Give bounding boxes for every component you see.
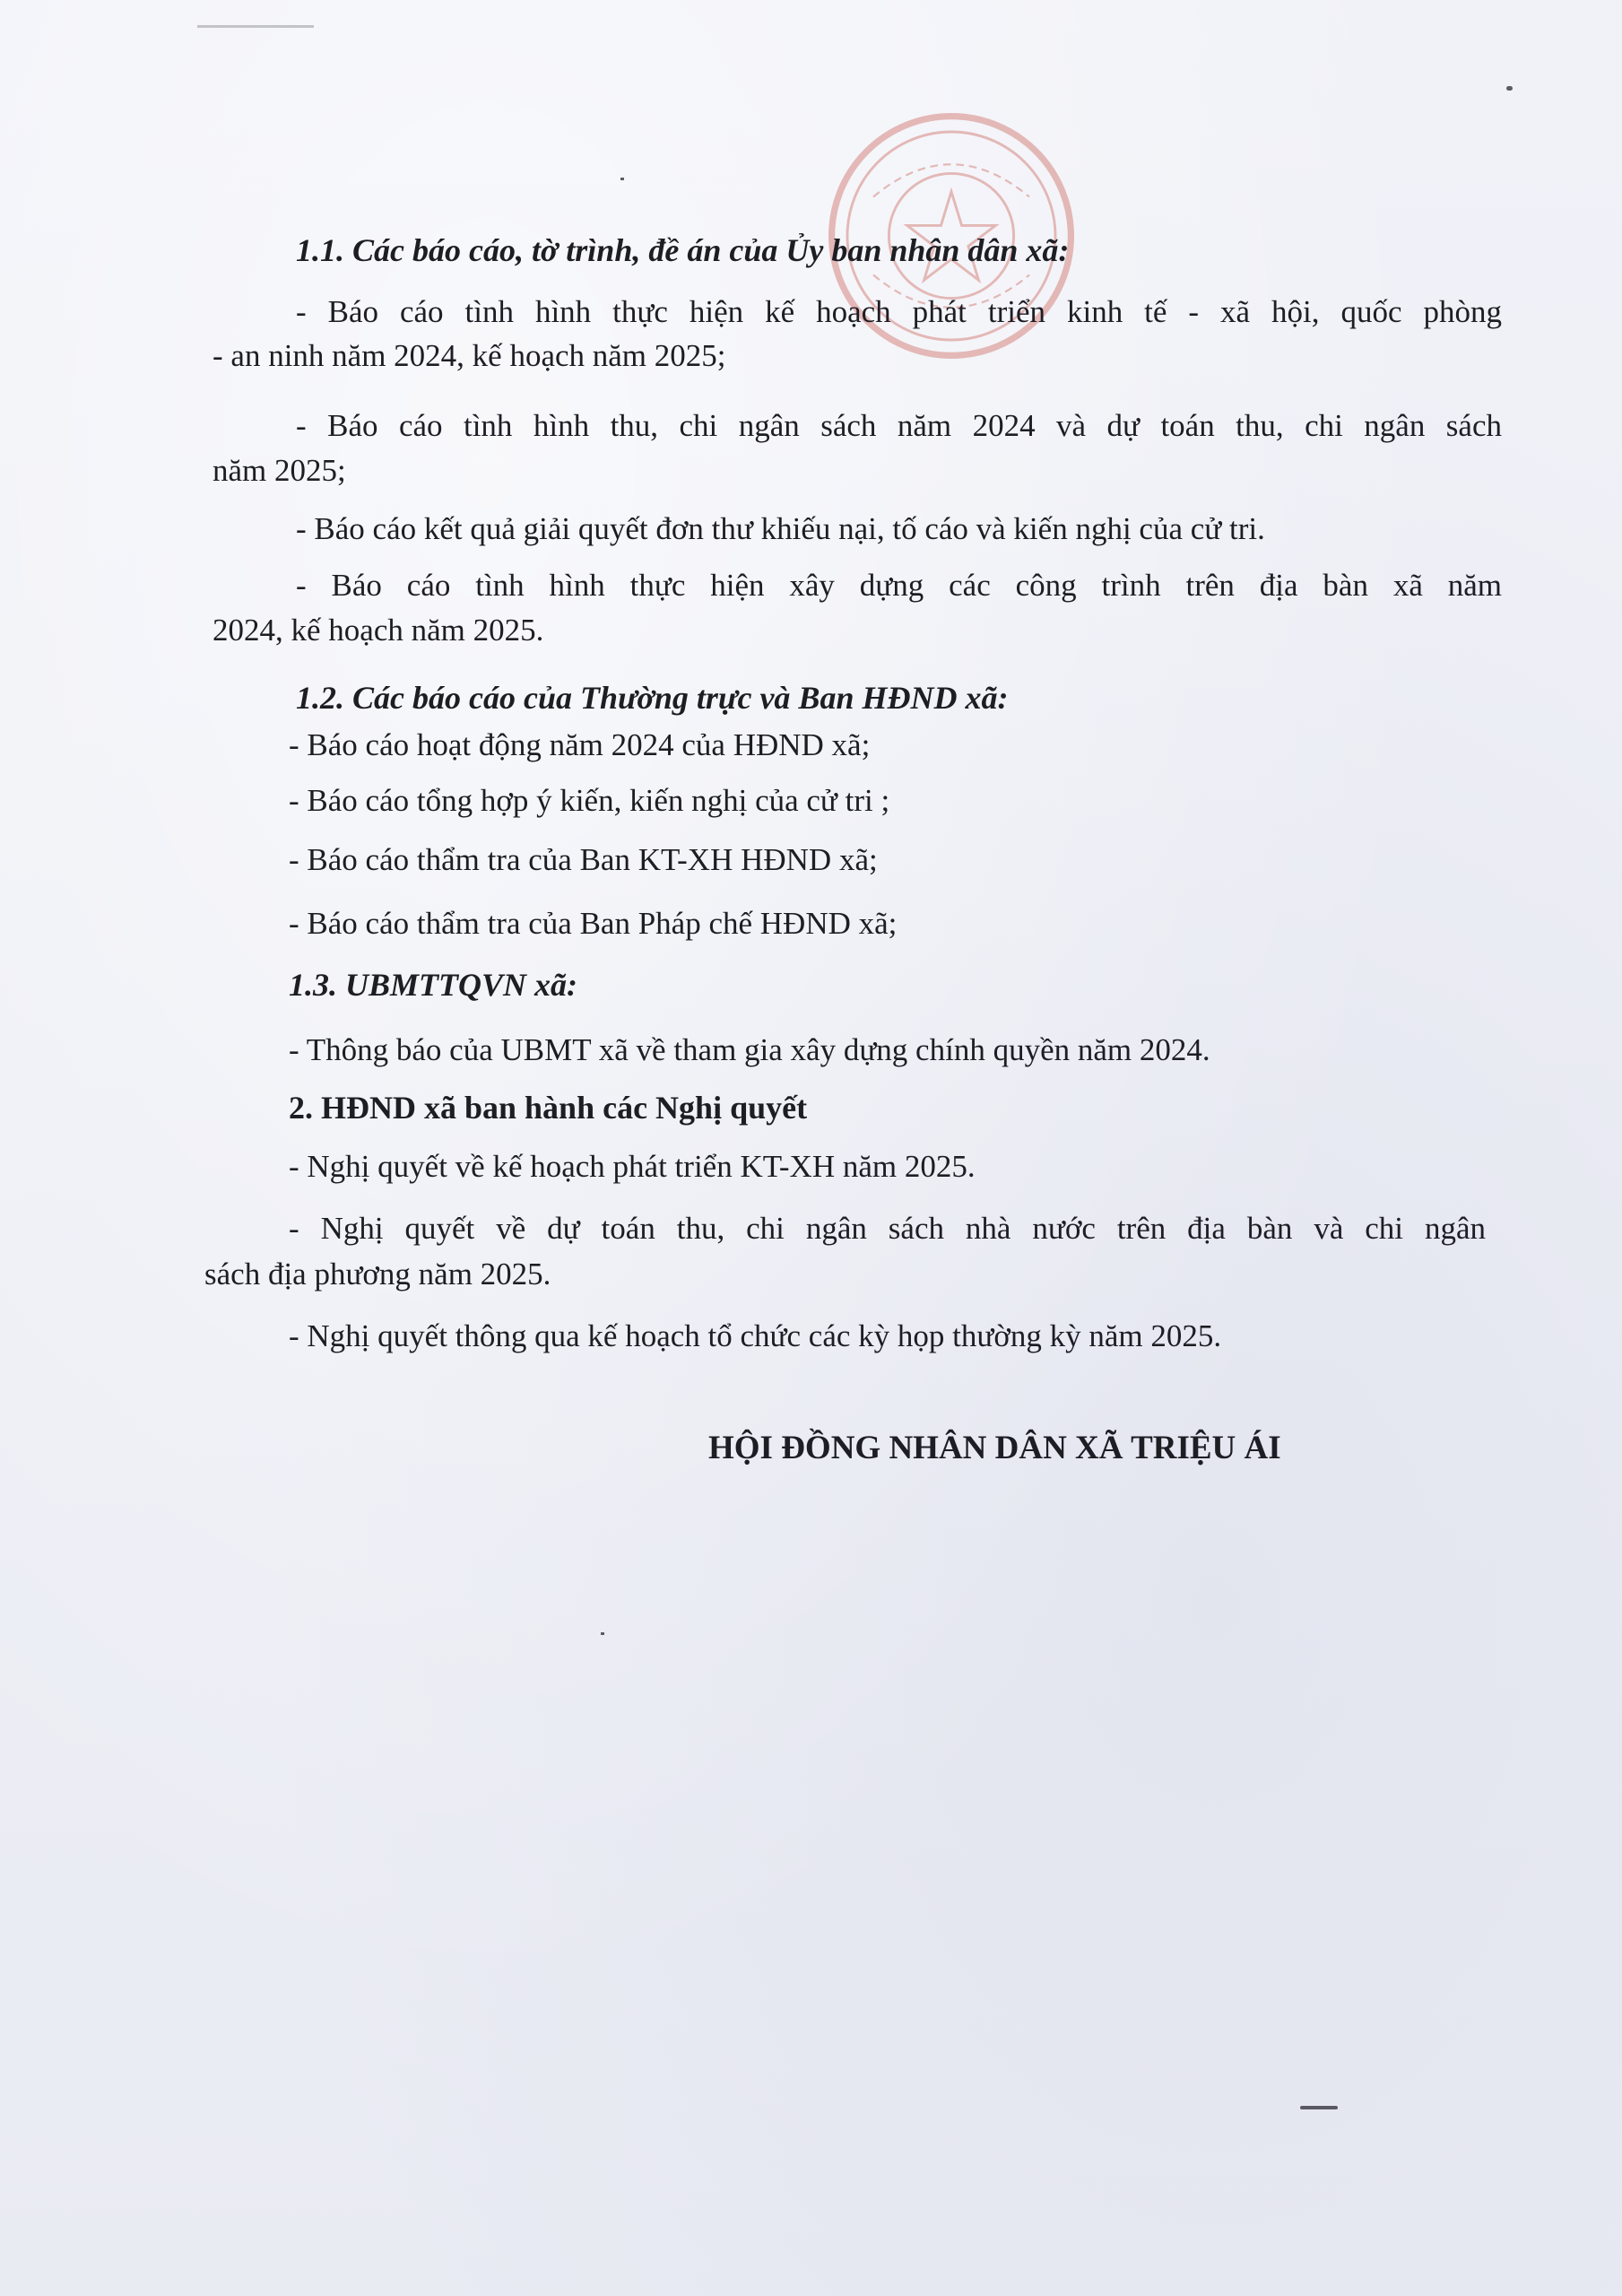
section-heading-1-1: 1.1. Các báo cáo, tờ trình, đề án của Ủy ban nhân dân xã: xyxy=(296,232,1070,268)
paragraph-line: - Báo cáo tình hình thực hiện kế hoạch phát triển kinh tế - xã hội, quốc phòng xyxy=(296,294,1502,329)
paragraph-line: - an ninh năm 2024, kế hoạch năm 2025; xyxy=(213,338,726,373)
section-heading-1-3: 1.3. UBMTTQVN xã: xyxy=(289,967,577,1003)
paragraph-line: - Nghị quyết về dự toán thu, chi ngân sách nhà nước trên địa bàn và chi ngân xyxy=(289,1211,1486,1246)
paragraph-line: - Báo cáo kết quả giải quyết đơn thư khiếu nại, tố cáo và kiến nghị của cử tri. xyxy=(296,511,1265,546)
paragraph-line: năm 2025; xyxy=(213,453,346,488)
section-heading-1-2: 1.2. Các báo cáo của Thường trực và Ban HĐND xã: xyxy=(296,680,1009,716)
paragraph-line: - Báo cáo tình hình thu, chi ngân sách năm 2024 và dự toán thu, chi ngân sách xyxy=(296,408,1502,443)
signature-organization: HỘI ĐỒNG NHÂN DÂN XÃ TRIỆU ÁI xyxy=(708,1430,1281,1466)
section-heading-2: 2. HĐND xã ban hành các Nghị quyết xyxy=(289,1090,808,1126)
list-item: - Báo cáo thẩm tra của Ban Pháp chế HĐND xã; xyxy=(289,906,898,941)
list-item: - Báo cáo hoạt động năm 2024 của HĐND xã; xyxy=(289,727,871,762)
paragraph-line: sách địa phương năm 2025. xyxy=(204,1257,551,1292)
list-item: - Thông báo của UBMT xã về tham gia xây dựng chính quyền năm 2024. xyxy=(289,1032,1210,1067)
list-item: - Nghị quyết về kế hoạch phát triển KT-XH năm 2025. xyxy=(289,1149,976,1184)
paragraph-line: 2024, kế hoạch năm 2025. xyxy=(213,613,544,648)
list-item: - Báo cáo thẩm tra của Ban KT-XH HĐND xã; xyxy=(289,842,878,877)
paragraph-line: - Báo cáo tình hình thực hiện xây dựng các công trình trên địa bàn xã năm xyxy=(296,568,1502,603)
list-item: - Nghị quyết thông qua kế hoạch tổ chức các kỳ họp thường kỳ năm 2025. xyxy=(289,1318,1222,1353)
list-item: - Báo cáo tổng hợp ý kiến, kiến nghị của cử tri ; xyxy=(289,783,890,818)
